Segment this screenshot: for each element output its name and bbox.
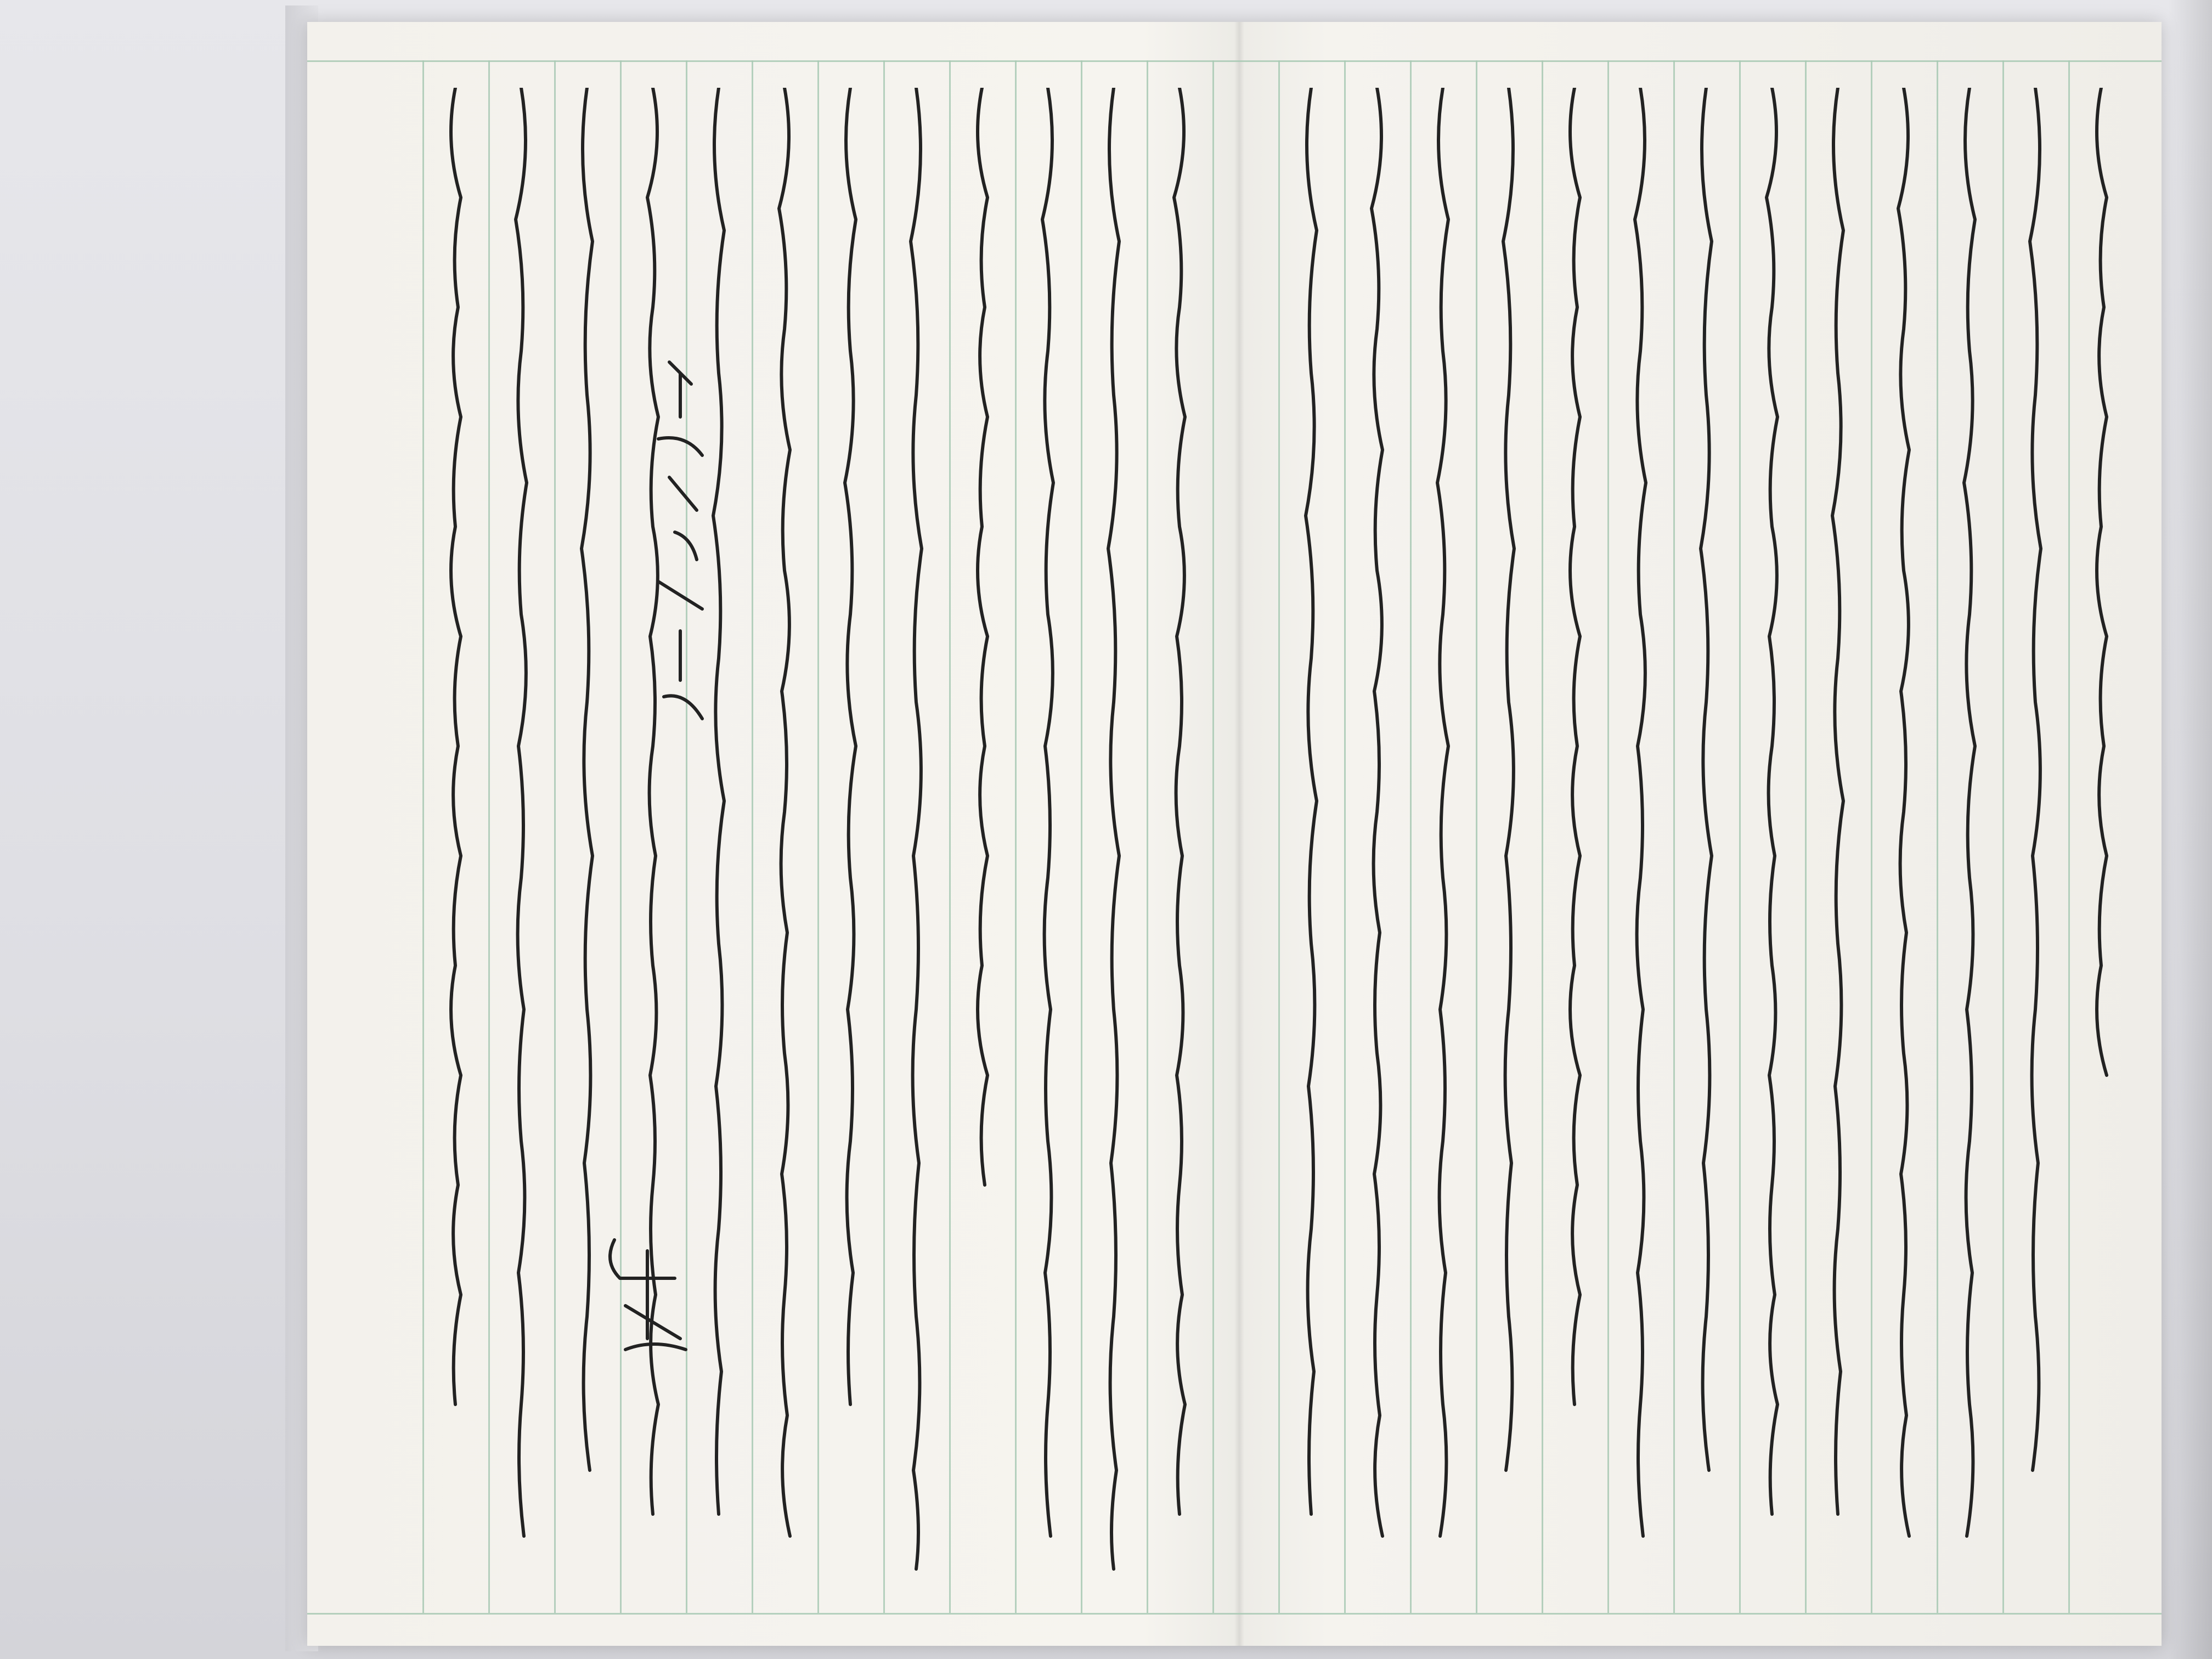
ruled-line xyxy=(1739,60,1741,1613)
handwriting-line xyxy=(1558,88,1591,1591)
ruled-line xyxy=(1081,60,1082,1613)
ruled-line xyxy=(1278,60,1280,1613)
ruled-line xyxy=(554,60,556,1613)
ruled-line xyxy=(422,60,424,1613)
handwriting-line xyxy=(1031,88,1064,1591)
handwriting-line xyxy=(900,88,933,1591)
ruled-line xyxy=(1410,60,1412,1613)
ruled-line xyxy=(1673,60,1675,1613)
ruled-line xyxy=(620,60,622,1613)
handwriting-line xyxy=(505,88,538,1591)
handwriting-line xyxy=(1492,88,1525,1591)
margin-line-top xyxy=(307,60,2162,62)
ruled-line xyxy=(1607,60,1609,1613)
handwriting-line xyxy=(2085,88,2118,1591)
handwriting-line xyxy=(1953,88,1986,1591)
ruled-line xyxy=(949,60,951,1613)
ruled-line xyxy=(2068,60,2070,1613)
handwriting-line xyxy=(1821,88,1854,1591)
handwriting-line xyxy=(439,88,472,1591)
ruled-line xyxy=(686,60,687,1613)
handwriting-line xyxy=(1361,88,1393,1591)
ruled-line xyxy=(1805,60,1807,1613)
handwriting-line xyxy=(636,88,669,1591)
ruled-line xyxy=(1542,60,1543,1613)
handwriting-line xyxy=(1887,88,1920,1591)
handwriting-line xyxy=(1163,88,1196,1591)
ruled-line xyxy=(817,60,819,1613)
handwriting-line xyxy=(1756,88,1788,1591)
handwriting-line xyxy=(1624,88,1657,1591)
paper-fold-crease xyxy=(1234,22,1244,1646)
ruled-line xyxy=(1476,60,1477,1613)
ruled-line xyxy=(752,60,753,1613)
handwriting-line xyxy=(1690,88,1723,1591)
ruled-line xyxy=(1147,60,1148,1613)
ruled-line xyxy=(1871,60,1872,1613)
handwriting-line xyxy=(834,88,867,1591)
ruled-line xyxy=(1015,60,1017,1613)
ruled-line xyxy=(488,60,490,1613)
ruled-line xyxy=(2002,60,2004,1613)
ruled-line xyxy=(1937,60,1938,1613)
ruled-line xyxy=(883,60,885,1613)
ruled-line xyxy=(1212,60,1214,1613)
margin-line-bottom xyxy=(307,1613,2162,1615)
handwriting-line xyxy=(768,88,801,1591)
handwriting-line xyxy=(966,88,998,1591)
handwriting-line xyxy=(1426,88,1459,1591)
ruled-line xyxy=(1344,60,1346,1613)
handwriting-line xyxy=(2019,88,2052,1591)
handwriting-line xyxy=(1097,88,1130,1591)
handwriting-line xyxy=(571,88,603,1591)
handwriting-line xyxy=(1295,88,1328,1591)
handwriting-line xyxy=(702,88,735,1591)
lined-paper-sheet xyxy=(307,22,2162,1646)
